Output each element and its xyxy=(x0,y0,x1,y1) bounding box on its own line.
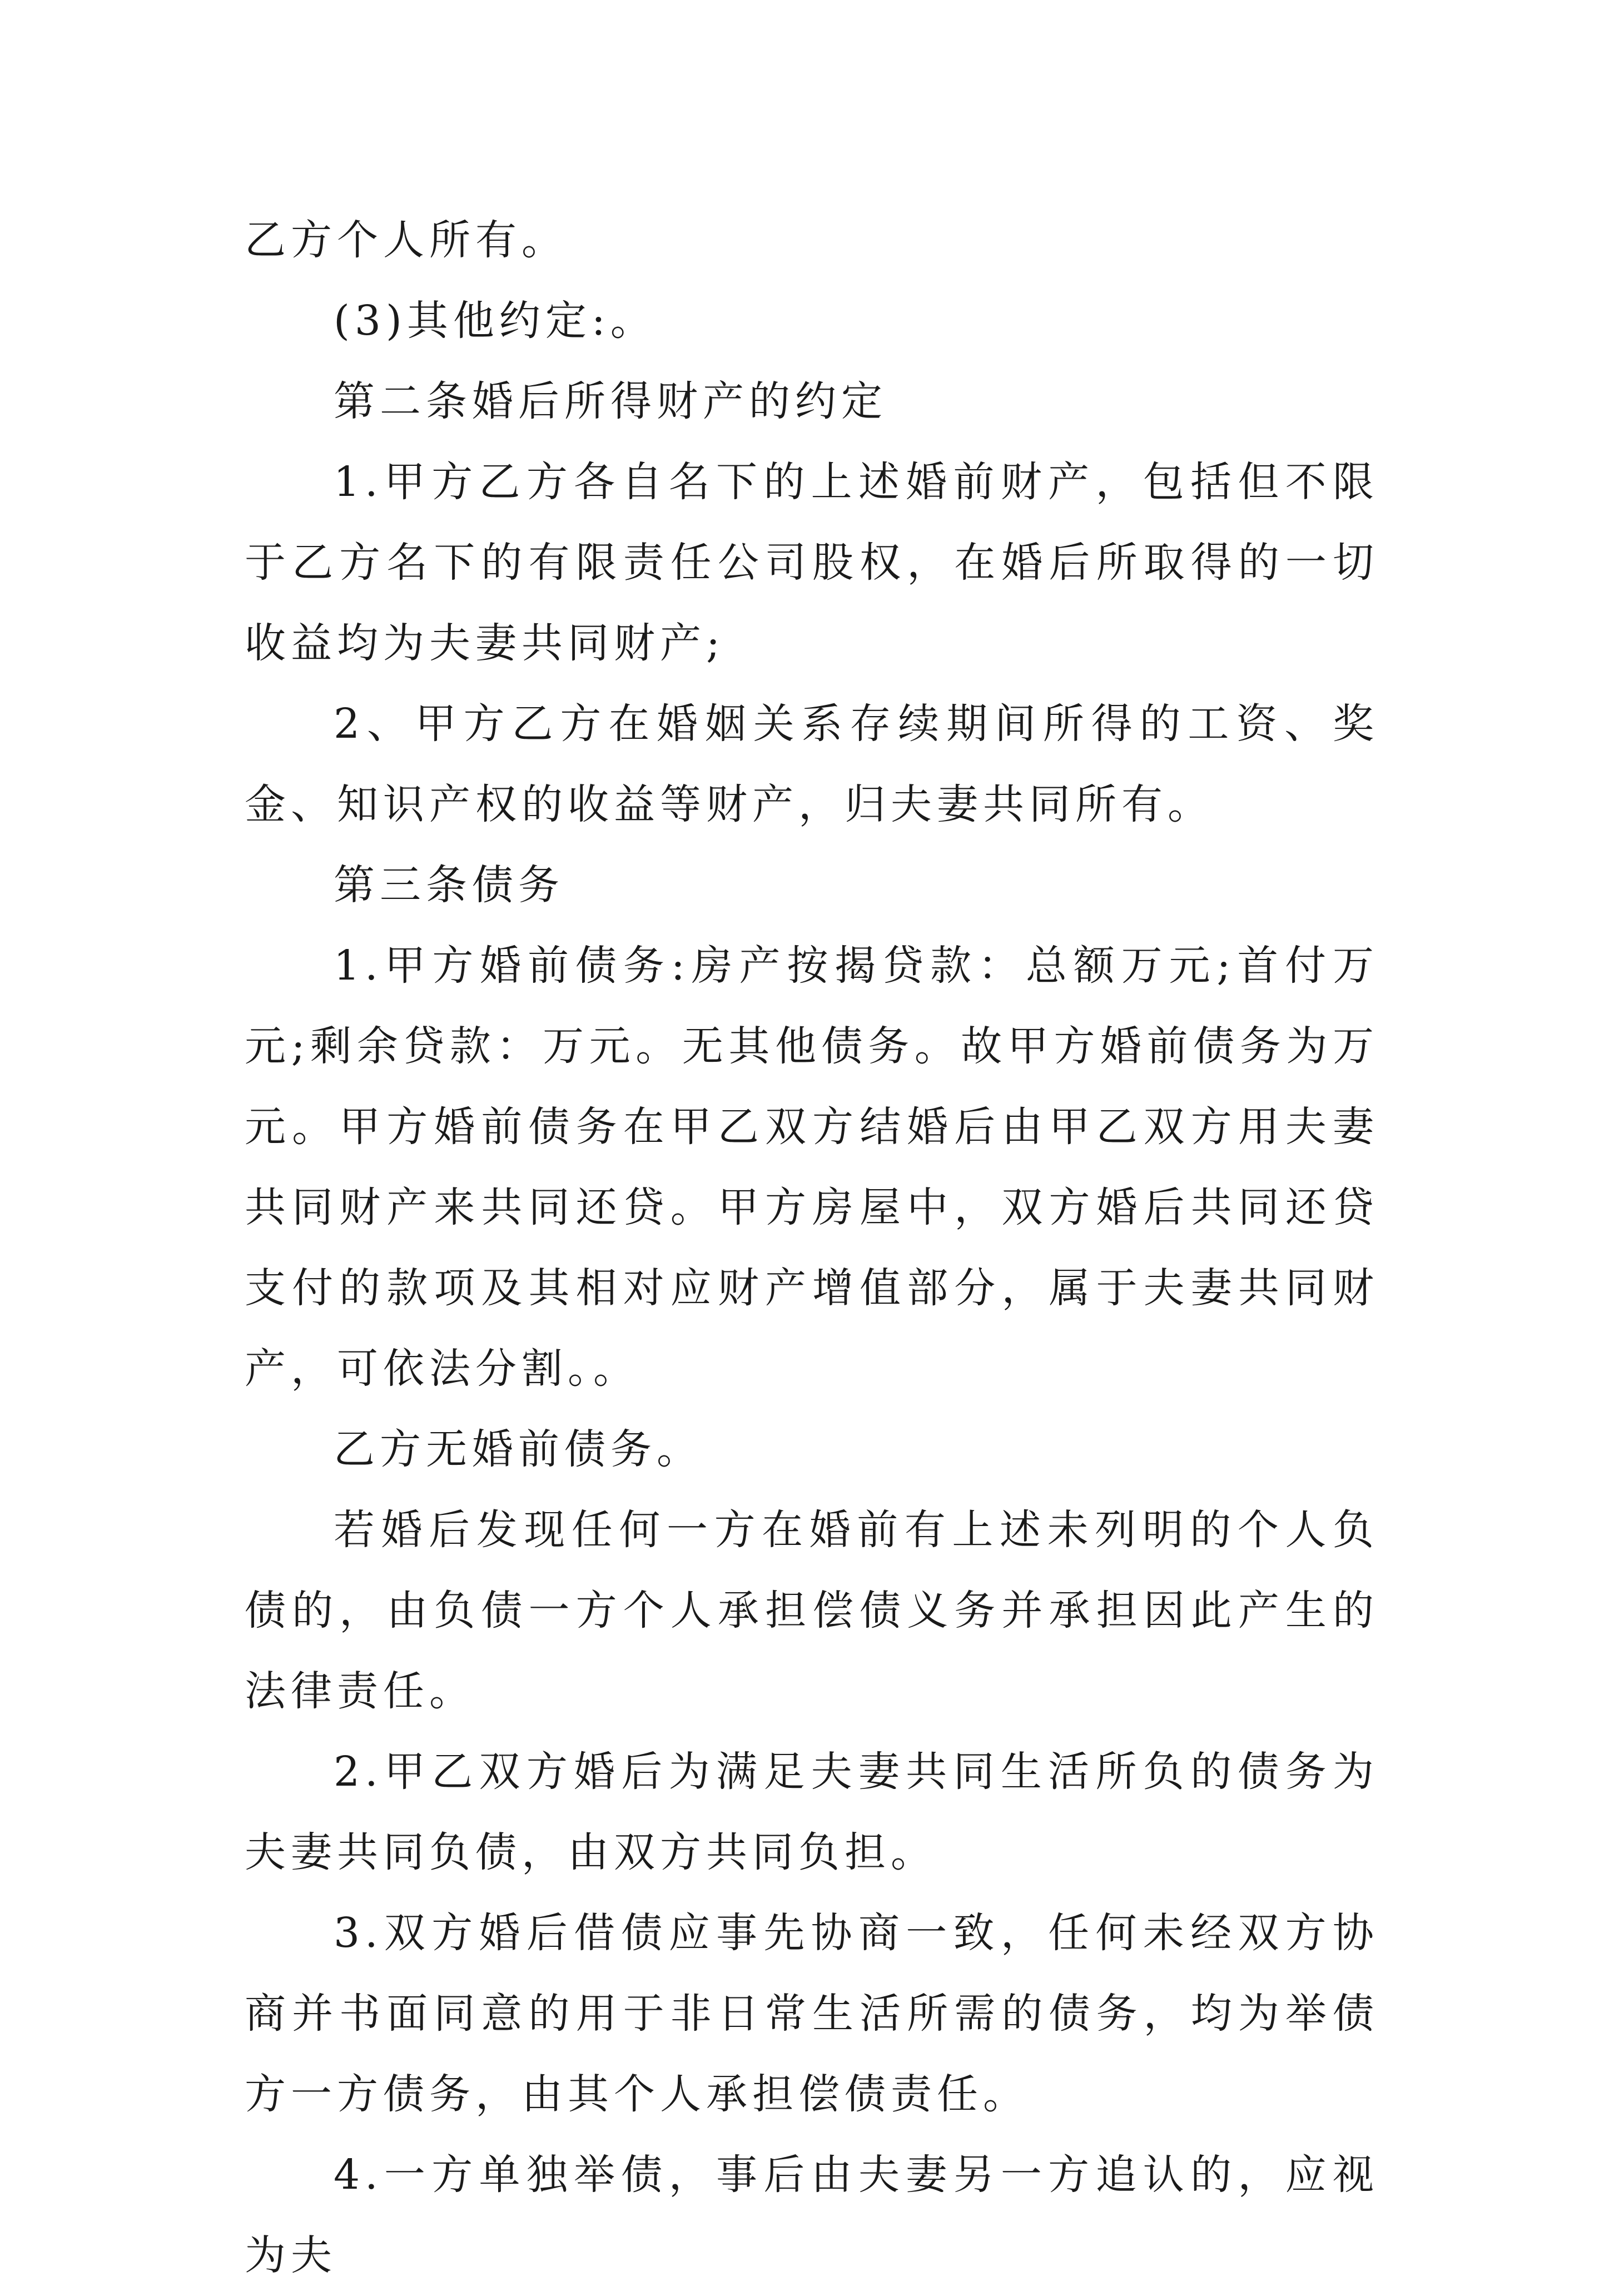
section-heading: 第三条债务 xyxy=(334,861,564,909)
paragraph: 3.双方婚后借债应事先协商一致，任何未经双方协商并书面同意的用于非日常生活所需的债务，均为举债方一方债务，由其个人承担偿债责任。 xyxy=(245,1909,1379,2118)
paragraph: 2、甲方乙方在婚姻关系存续期间所得的工资、奖金、知识产权的收益等财产，归夫妻共同所有。 xyxy=(245,700,1379,828)
paragraph: 1.甲方乙方各自名下的上述婚前财产，包括但不限于乙方名下的有限责任公司股权，在婚后所取得的一切收益均为夫妻共同财产; xyxy=(245,458,1379,667)
document-body xyxy=(245,200,1379,2296)
paragraph: 1.甲方婚前债务:房产按揭贷款：总额万元;首付万元;剩余贷款：万元。无其他债务。故甲方婚前债务为万元。甲方婚前债务在甲乙双方结婚后由甲乙双方用夫妻共同财产来共同还贷。甲方房屋中，双方婚后共同还贷支付的款项及其相对应财产增值部分，属于夫妻共同财产，可依法分割。。 xyxy=(245,942,1379,1393)
paragraph: 2.甲乙双方婚后为满足夫妻共同生活所负的债务为夫妻共同负债，由双方共同负担。 xyxy=(245,1748,1379,1876)
paragraph: 4.一方单独举债，事后由夫妻另一方追认的，应视为夫 xyxy=(245,2151,1379,2279)
section-heading: 第二条婚后所得财产的约定 xyxy=(334,377,887,425)
paragraph: (3)其他约定:。 xyxy=(334,297,657,345)
paragraph: 乙方个人所有。 xyxy=(245,216,568,264)
paragraph: 若婚后发现任何一方在婚前有上述未列明的个人负债的，由负债一方个人承担偿债义务并承担因此产生的法律责任。 xyxy=(245,1506,1379,1715)
paragraph: 乙方无婚前债务。 xyxy=(334,1425,703,1473)
